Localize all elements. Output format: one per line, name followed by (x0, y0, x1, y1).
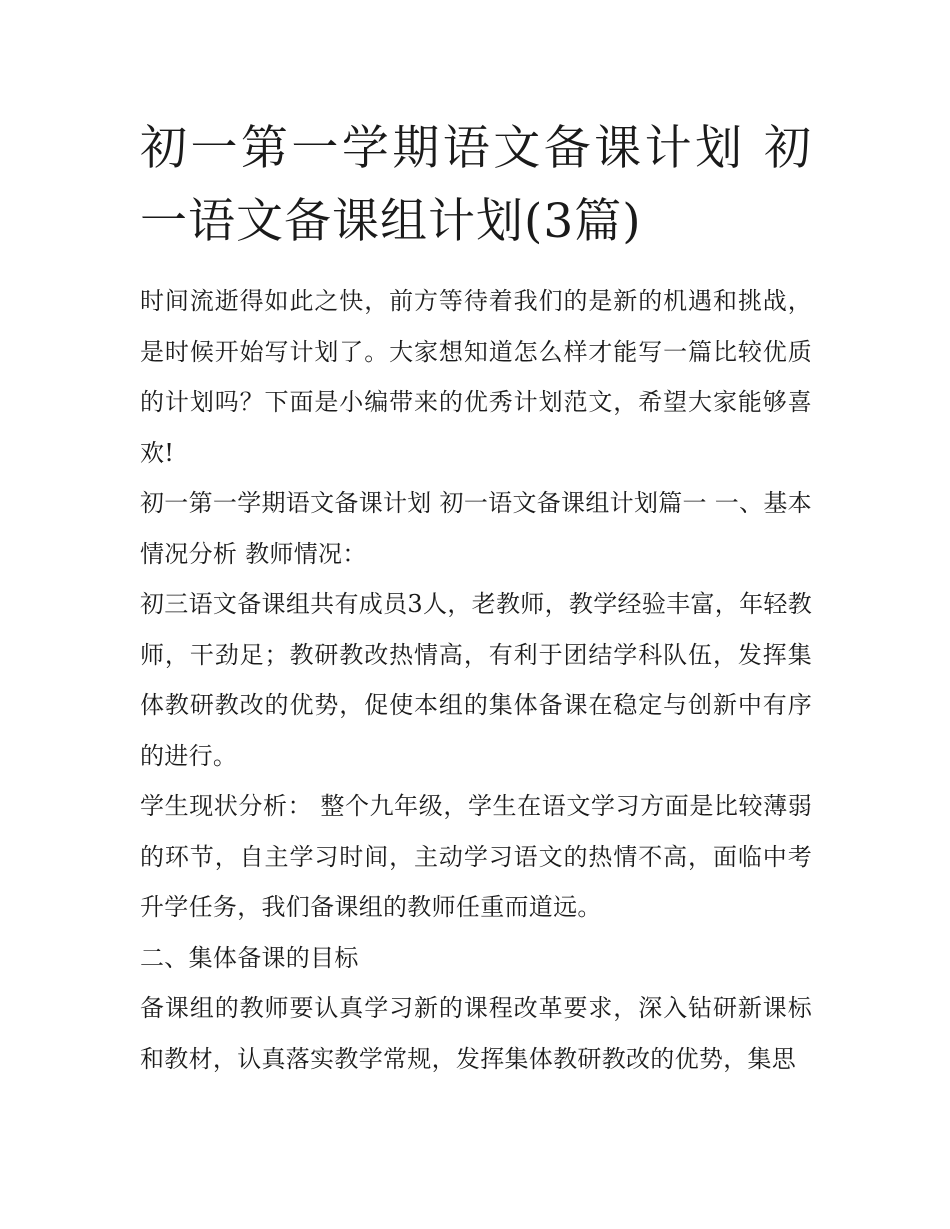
document-title: 初一第一学期语文备课计划 初一语文备课组计划(3篇) (140, 121, 812, 249)
paragraph-intro: 时间流逝得如此之快，前方等待着我们的是新的机遇和挑战，是时候开始写计划了。大家想知道怎么样才能写一篇比较优质的计划吗？下面是小编带来的优秀计划范文，希望大家能够喜欢! (140, 287, 812, 467)
paragraph-teacher-situation: 初三语文备课组共有成员3人，老教师，教学经验丰富，年轻教师，干劲足；教研教改热情高，有利于团结学科队伍，发挥集体教研教改的优势，促使本组的集体备课在稳定与创新中有序的进行。 (140, 590, 812, 770)
paragraph-goal-body: 备课组的教师要认真学习新的课程改革要求，深入钻研新课标和教材，认真落实教学常规，发挥集体教研教改的优势，集思 (140, 994, 812, 1073)
title-spacer (140, 258, 812, 276)
paragraph-section-heading: 初一第一学期语文备课计划 初一语文备课组计划篇一 一、基本情况分析 教师情况： (140, 489, 812, 568)
document-page (140, 112, 812, 1084)
paragraph-student-analysis: 学生现状分析： 整个九年级，学生在语文学习方面是比较薄弱的环节，自主学习时间，主动学习语文的热情不高，面临中考升学任务，我们备课组的教师任重而道远。 (140, 792, 812, 921)
paragraph-goal-heading: 二、集体备课的目标 (140, 943, 359, 972)
